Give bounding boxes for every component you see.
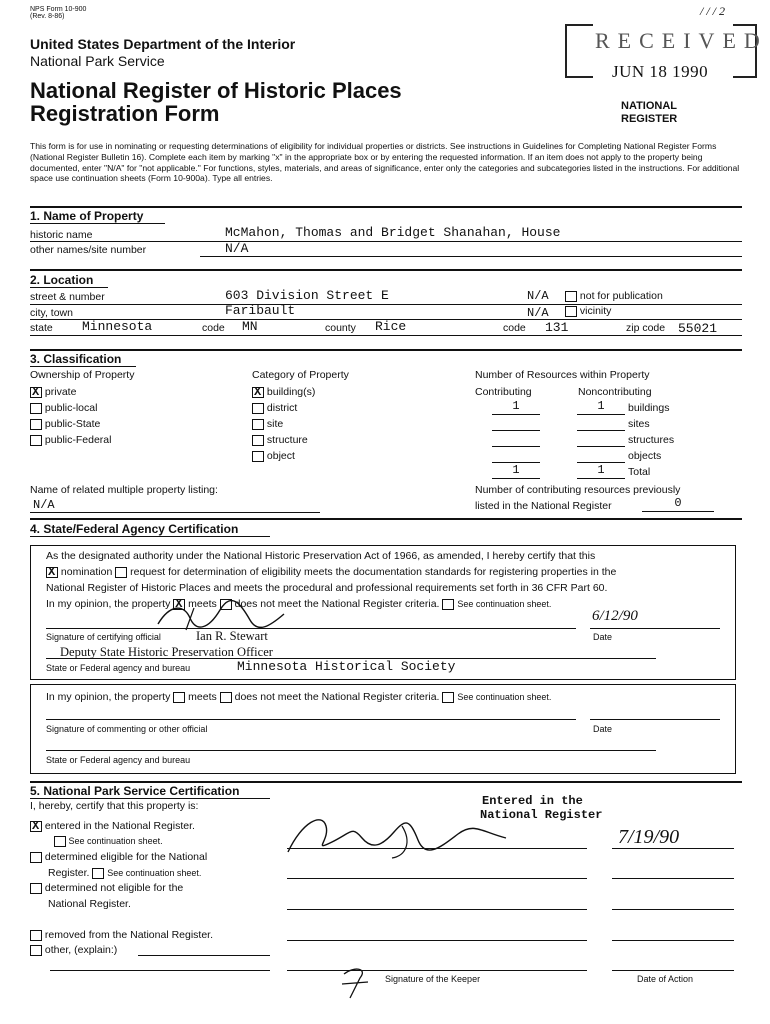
buildings-label: buildings — [628, 402, 670, 414]
entered-continuation[interactable]: See continuation sheet. — [54, 836, 163, 847]
removed-checkbox[interactable] — [30, 930, 42, 941]
not-for-publication-field — [565, 290, 663, 302]
resources-title: Number of Resources within Property — [475, 369, 650, 381]
section-4-title: 4. State/Federal Agency Certification — [30, 522, 239, 536]
not-for-publication-checkbox[interactable] — [565, 291, 577, 302]
entered-stamp-line2: National Register — [480, 808, 603, 822]
vicinity-checkbox[interactable] — [565, 306, 577, 317]
vicinity-field — [565, 305, 611, 317]
signature-official-title[interactable]: Deputy State Historic Preservation Officer — [60, 645, 273, 659]
signature-official-name[interactable]: Ian R. Stewart — [196, 629, 268, 643]
ownership-private[interactable]: X private — [30, 386, 76, 398]
contributing-header: Contributing — [475, 386, 532, 398]
form-number: NPS Form 10-900 — [30, 6, 87, 13]
commenting-does-not-meet-checkbox[interactable] — [220, 692, 232, 703]
page-subtitle: Registration Form — [30, 101, 220, 126]
entered-stamp-line1: Entered in the — [482, 794, 583, 808]
total-label: Total — [628, 466, 651, 478]
county-code-label: code — [503, 322, 526, 334]
county-label: county — [325, 322, 356, 334]
noncontributing-header: Noncontributing — [578, 386, 652, 398]
entered-option[interactable]: X entered in the National Register. — [30, 820, 195, 832]
previous-listed-label-1: Number of contributing resources previously — [475, 484, 681, 496]
street-value[interactable]: 603 Division Street E — [225, 288, 389, 303]
noncontributing-sites[interactable] — [577, 415, 625, 431]
contributing-objects[interactable] — [492, 447, 540, 463]
certification-date-value[interactable]: 6/12/90 — [592, 608, 638, 624]
building-checkbox[interactable] — [252, 387, 264, 398]
certification-opinion: In my opinion, the property X meets does not meet the National Register criteria. See continuation sheet. — [46, 598, 551, 610]
received-stamp: RECEIVED — [565, 22, 757, 84]
other-checkbox[interactable] — [30, 945, 42, 956]
category-title: Category of Property — [252, 369, 349, 381]
department-name: United States Department of the Interior — [30, 36, 296, 52]
determination-checkbox[interactable] — [115, 567, 127, 578]
structures-label: structures — [628, 434, 675, 446]
historic-name-label: historic name — [30, 229, 93, 241]
handwritten-corner-mark: / / / 2 — [700, 4, 726, 18]
section-1-title: 1. Name of Property — [30, 209, 144, 223]
category-structure[interactable]: structure — [252, 434, 308, 446]
ownership-public-federal[interactable]: public-Federal — [30, 434, 111, 446]
commenting-meets-checkbox[interactable] — [173, 692, 185, 703]
other-names-value[interactable]: N/A — [225, 241, 249, 256]
determined-not-eligible-option[interactable]: determined not eligible for the — [30, 882, 183, 894]
determined-eligible-checkbox[interactable] — [30, 852, 42, 863]
public-federal-checkbox[interactable] — [30, 435, 42, 446]
certification-paragraph-2: X nomination request for determination of eligibility meets the documentation standards for registering properties in the — [46, 566, 616, 578]
public-local-checkbox[interactable] — [30, 403, 42, 414]
category-site[interactable]: site — [252, 418, 283, 430]
related-listing-label: Name of related multiple property listing: — [30, 484, 218, 496]
section-3-title: 3. Classification — [30, 352, 122, 366]
certification-paragraph-1: As the designated authority under the National Historic Preservation Act of 1966, as amended, I hereby certify that this — [46, 550, 596, 562]
other-option[interactable]: other, (explain:) — [30, 944, 117, 956]
noncontributing-objects[interactable] — [577, 447, 625, 463]
category-district[interactable]: district — [252, 402, 297, 414]
ownership-title: Ownership of Property — [30, 369, 135, 381]
vicinity-label: vicinity — [579, 305, 612, 317]
objects-label: objects — [628, 450, 662, 462]
contributing-buildings[interactable]: 1 — [492, 399, 540, 415]
continuation-sheet-checkbox[interactable] — [442, 599, 454, 610]
noncontributing-total[interactable]: 1 — [577, 463, 625, 479]
stamp-national: NATIONAL — [621, 100, 678, 112]
related-listing-value[interactable]: N/A — [33, 498, 55, 512]
site-checkbox[interactable] — [252, 419, 264, 430]
public-state-checkbox[interactable] — [30, 419, 42, 430]
street-label: street & number — [30, 291, 105, 303]
county-code-value[interactable]: 131 — [545, 320, 569, 335]
state-code-value[interactable]: MN — [242, 319, 258, 334]
removed-option[interactable]: removed from the National Register. — [30, 929, 213, 941]
commenting-agency-label: State or Federal agency and bureau — [46, 755, 191, 765]
service-name: National Park Service — [30, 53, 165, 69]
nps-date-value[interactable]: 7/19/90 — [618, 826, 680, 848]
section-5-title: 5. National Park Service Certification — [30, 784, 240, 798]
certification-date-label: Date — [593, 632, 613, 642]
previous-listed-label-2: listed in the National Register — [475, 500, 612, 512]
determined-not-eligible-line2: National Register. — [48, 898, 131, 910]
private-checkbox[interactable] — [30, 387, 42, 398]
determined-eligible-option[interactable]: determined eligible for the National — [30, 851, 207, 863]
county-value[interactable]: Rice — [375, 319, 407, 334]
city-value[interactable]: Faribault — [225, 303, 296, 318]
date-of-action-label: Date of Action — [637, 974, 694, 984]
contributing-sites[interactable] — [492, 415, 540, 431]
agency-value[interactable]: Minnesota Historical Society — [237, 659, 456, 674]
signature-official-label: Signature of certifying official — [46, 632, 161, 642]
section-2-title: 2. Location — [30, 273, 94, 287]
zip-value[interactable]: 55021 — [678, 321, 718, 336]
agency-label: State or Federal agency and bureau — [46, 663, 191, 673]
commenting-opinion: In my opinion, the property meets does not meet the National Register criteria. See continuation sheet. — [46, 691, 552, 703]
nps-certify-statement: I, hereby, certify that this property is: — [30, 800, 199, 812]
noncontributing-buildings[interactable]: 1 — [577, 399, 625, 415]
not-for-publication-value[interactable]: N/A — [527, 289, 549, 303]
keeper-signature-label: Signature of the Keeper — [385, 974, 481, 984]
city-label: city, town — [30, 307, 73, 319]
noncontributing-structures[interactable] — [577, 431, 625, 447]
zip-label: zip code — [626, 322, 666, 334]
stamp-register: REGISTER — [621, 113, 678, 125]
certification-paragraph-3: National Register of Historic Places and meets the procedural and professional requirements set forth in 36 CFR Part 60. — [46, 582, 608, 594]
state-label: state — [30, 322, 53, 334]
commenting-date-label: Date — [593, 724, 613, 734]
determined-not-eligible-checkbox[interactable] — [30, 883, 42, 894]
object-checkbox[interactable] — [252, 451, 264, 462]
entered-continuation-checkbox[interactable] — [54, 836, 66, 847]
form-instructions: This form is for use in nominating or requesting determinations of eligibility for individual properties or districts. See instructions in Guidelines for Completing National Register Forms (National Register Bulletin 16). Complete each item by marking "x" in the appropriate box or by entering the requested information. If an item does not apply to the property being documented, enter "N/A" for "not applicable." For functions, styles, materials, and areas of significance, enter only the categories and subcategories listed in the instructions. For additional space use continuation sheets (Form 10-900a). Type all entries. — [30, 141, 740, 184]
ownership-public-local[interactable]: public-local — [30, 402, 97, 414]
keeper-signature — [282, 812, 512, 860]
received-date: JUN 18 1990 — [612, 62, 709, 81]
category-building[interactable]: X building(s) — [252, 386, 315, 398]
state-value[interactable]: Minnesota — [82, 319, 153, 334]
vicinity-value[interactable]: N/A — [527, 306, 549, 320]
page-title: National Register of Historic Places — [30, 78, 402, 103]
determined-eligible-line2: Register. See continuation sheet. — [48, 867, 202, 879]
sites-label: sites — [628, 418, 650, 430]
keeper-initials — [338, 962, 378, 1002]
ownership-public-state[interactable]: public-State — [30, 418, 100, 430]
commenting-signature-label: Signature of commenting or other official — [46, 724, 208, 734]
category-object[interactable]: object — [252, 450, 295, 462]
contributing-total[interactable]: 1 — [492, 463, 540, 479]
entered-checkbox[interactable] — [30, 821, 42, 832]
contributing-structures[interactable] — [492, 431, 540, 447]
eligible-continuation-checkbox[interactable] — [92, 868, 104, 879]
form-revision: (Rev. 8-86) — [30, 13, 65, 20]
other-names-label: other names/site number — [30, 244, 147, 256]
nomination-checkbox[interactable] — [46, 567, 58, 578]
structure-checkbox[interactable] — [252, 435, 264, 446]
state-code-label: code — [202, 322, 225, 334]
previous-listed-value[interactable]: 0 — [642, 496, 714, 512]
district-checkbox[interactable] — [252, 403, 264, 414]
historic-name-value[interactable]: McMahon, Thomas and Bridget Shanahan, House — [225, 225, 561, 240]
not-for-publication-label: not for publication — [579, 290, 663, 302]
commenting-continuation-checkbox[interactable] — [442, 692, 454, 703]
